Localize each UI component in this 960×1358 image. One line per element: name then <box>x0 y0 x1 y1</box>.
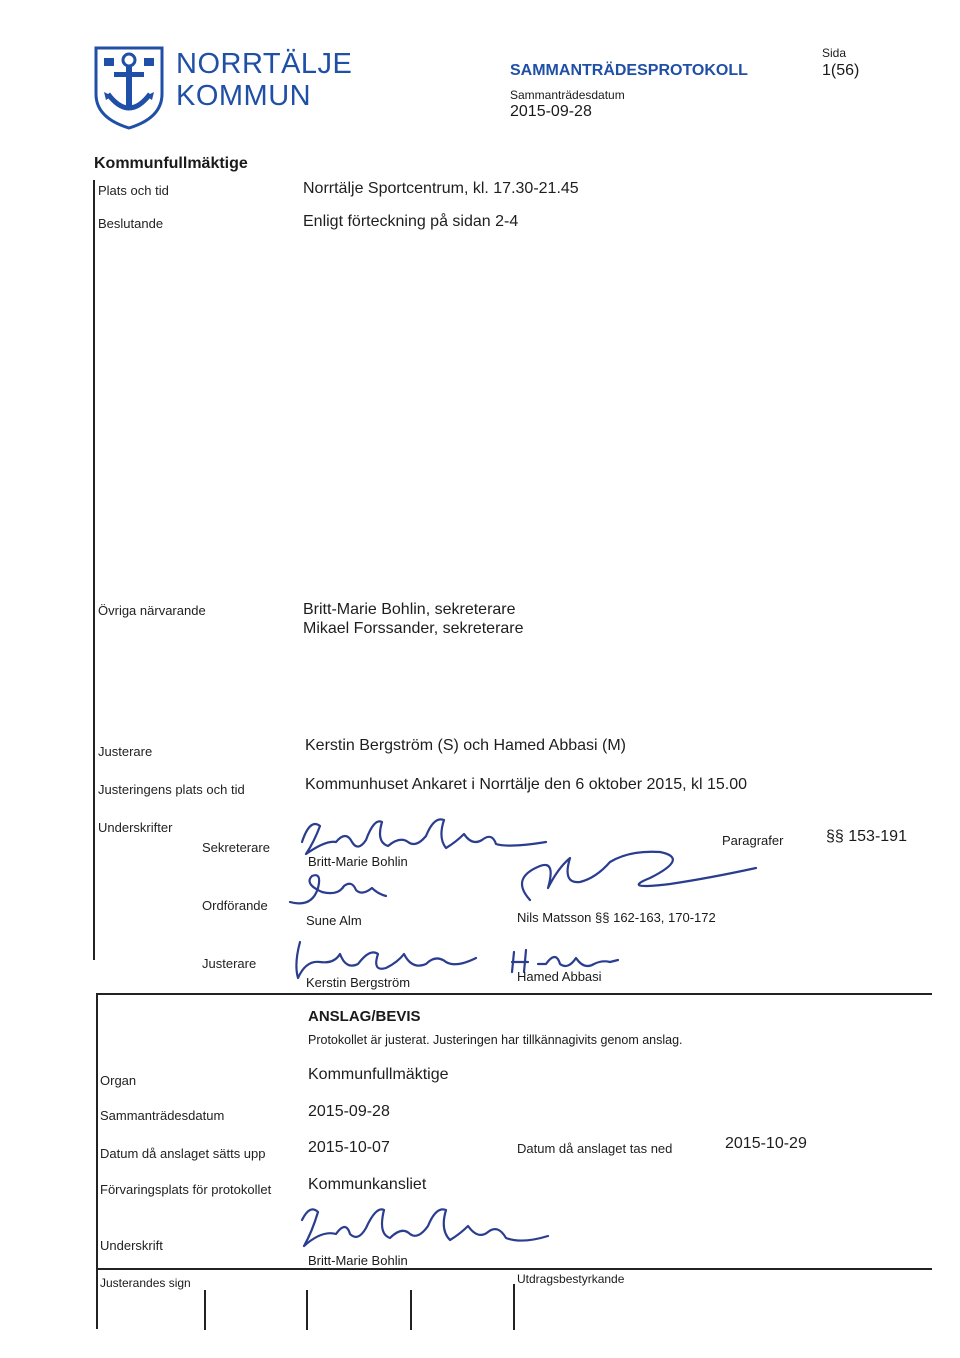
place-label: Plats och tid <box>98 183 169 198</box>
document-title: SAMMANTRÄDESPROTOKOLL <box>510 62 748 79</box>
second-chair-signature <box>500 838 760 908</box>
deciding-value: Enligt förteckning på sidan 2-4 <box>303 213 519 230</box>
paragraphs-value: §§ 153-191 <box>826 828 907 845</box>
secretary-label: Sekreterare <box>202 840 270 855</box>
municipality-logo <box>92 44 166 130</box>
anchor-crest-icon <box>92 44 166 130</box>
storage-label: Förvaringsplats för protokollet <box>100 1182 272 1197</box>
posted-date-value: 2015-10-07 <box>308 1139 390 1156</box>
adjusters-value: Kerstin Bergström (S) och Hamed Abbasi (M) <box>305 737 626 754</box>
certificate-text: Protokollet är justerat. Justeringen har tillkännagivits genom anslag. <box>308 1033 683 1047</box>
signatures-label: Underskrifter <box>98 820 173 835</box>
paragraphs-label: Paragrafer <box>722 833 784 848</box>
footer-divider-4 <box>513 1284 515 1330</box>
adjustment-place-label: Justeringens plats och tid <box>98 782 245 797</box>
adjuster1-name: Kerstin Bergström <box>306 975 411 990</box>
second-chair-name: Nils Matsson §§ 162-163, 170-172 <box>517 910 716 925</box>
organ-label: Organ <box>100 1073 137 1088</box>
storage-value: Kommunkansliet <box>308 1176 427 1193</box>
footer-divider-2 <box>306 1290 308 1330</box>
adjusters-sign-label: Justerare <box>202 956 257 971</box>
left-margin-rule-top <box>93 180 95 960</box>
adjustment-place-value: Kommunhuset Ankaret i Norrtälje den 6 oktober 2015, kl 15.00 <box>305 776 748 793</box>
page-label: Sida <box>822 46 847 60</box>
left-margin-rule-bottom <box>96 993 98 1329</box>
certificate-title: ANSLAG/BEVIS <box>308 1008 421 1025</box>
others-present-line2: Mikael Forssander, sekreterare <box>303 620 524 637</box>
removed-date-label: Datum då anslaget tas ned <box>517 1141 673 1156</box>
footer-divider-1 <box>204 1290 206 1330</box>
adjusters-sign-footer-label: Justerandes sign <box>100 1276 191 1290</box>
meeting-date-label: Sammanträdesdatum <box>510 88 625 102</box>
footer-divider-3 <box>410 1290 412 1330</box>
certificate-signature-label: Underskrift <box>100 1238 163 1253</box>
certificate-top-rule <box>96 993 932 995</box>
page-number: 1(56) <box>822 62 860 79</box>
place-value: Norrtälje Sportcentrum, kl. 17.30-21.45 <box>303 180 579 197</box>
organ-value: Kommunfullmäktige <box>308 1066 449 1083</box>
certificate-date-value: 2015-09-28 <box>308 1103 390 1120</box>
body-name-heading: Kommunfullmäktige <box>94 155 248 172</box>
chair-signature <box>282 866 392 910</box>
org-name-line1: NORRTÄLJE <box>176 48 353 80</box>
certified-copy-label: Utdragsbestyrkande <box>517 1272 625 1286</box>
adjuster2-name: Hamed Abbasi <box>517 969 602 984</box>
chair-label: Ordförande <box>202 898 268 913</box>
footer-rule <box>96 1268 932 1270</box>
adjusters-label: Justerare <box>98 744 153 759</box>
certificate-date-label: Sammanträdesdatum <box>100 1108 225 1123</box>
posted-date-label: Datum då anslaget sätts upp <box>100 1146 266 1161</box>
org-name-line2: KOMMUN <box>176 80 312 112</box>
others-present-line1: Britt-Marie Bohlin, sekreterare <box>303 601 516 618</box>
removed-date-value: 2015-10-29 <box>725 1135 807 1152</box>
secretary-name: Britt-Marie Bohlin <box>308 854 408 869</box>
meeting-date-value: 2015-09-28 <box>510 103 592 120</box>
chair-name: Sune Alm <box>306 913 362 928</box>
certificate-signature-name: Britt-Marie Bohlin <box>308 1253 408 1268</box>
certificate-signature <box>292 1200 552 1256</box>
deciding-label: Beslutande <box>98 216 164 231</box>
others-present-label: Övriga närvarande <box>98 603 206 618</box>
